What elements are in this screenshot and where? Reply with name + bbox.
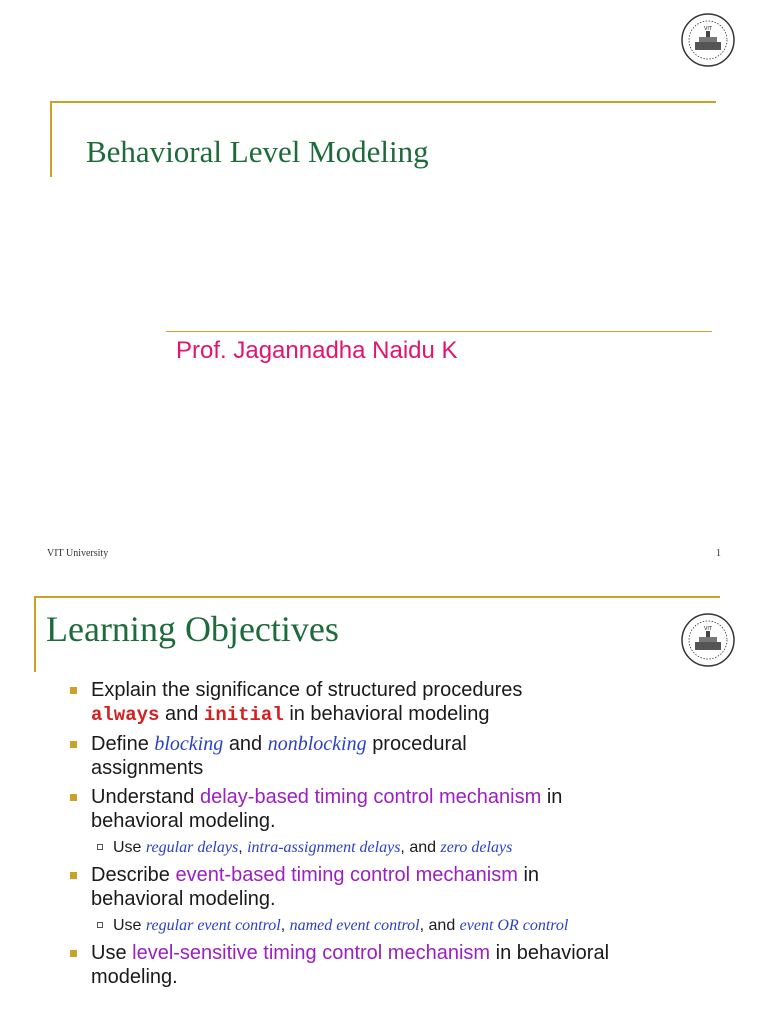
author-name: Prof. Jagannadha Naidu K	[176, 337, 458, 364]
objective-prefix: Understand	[91, 786, 195, 808]
highlight-delay-based: delay-based timing control mechanism	[199, 786, 542, 808]
presentation-title: Behavioral Level Modeling	[86, 134, 429, 169]
objective-item-3	[0, 785, 631, 833]
term-zero-delays: zero delays	[440, 839, 513, 856]
vit-seal-icon	[680, 12, 736, 68]
objective-item-5	[0, 941, 611, 989]
objectives-rule-top	[34, 596, 720, 598]
objective-text: Explain the significance of structured procedures	[91, 679, 523, 701]
conjunction: and	[164, 703, 199, 725]
seal-text-2: VIT	[704, 626, 712, 632]
bullet-icon	[70, 794, 77, 801]
sub-item-event-control	[0, 916, 603, 935]
title-rule-top	[50, 101, 716, 103]
bullet-icon	[70, 950, 77, 957]
term-regular-delays: regular delays	[145, 839, 239, 856]
page-number: 1	[716, 548, 721, 559]
objective-rest: in behavioral modeling.	[91, 942, 610, 988]
footer-institution: VIT University	[47, 548, 109, 559]
bullet-icon	[70, 687, 77, 694]
seal-text: VIT	[704, 26, 712, 32]
code-always: always	[91, 704, 160, 726]
conjunction: and	[228, 733, 263, 755]
term-nonblocking: nonblocking	[267, 733, 367, 755]
slide-2	[0, 578, 768, 1024]
code-initial: initial	[203, 704, 284, 726]
separator: ,	[238, 839, 243, 856]
objective-item-1	[0, 678, 700, 727]
title-rule-left	[50, 101, 52, 177]
sub-bullet-icon	[97, 922, 103, 928]
author-rule	[166, 331, 712, 332]
highlight-level-sensitive: level-sensitive timing control mechanism	[132, 942, 491, 964]
objective-prefix: Use	[91, 942, 127, 964]
objective-rest: in behavioral modeling	[289, 703, 490, 725]
highlight-event-based: event-based timing control mechanism	[175, 864, 518, 886]
term-regular-event-control: regular event control	[145, 917, 281, 934]
objective-prefix: Define	[91, 733, 149, 755]
sub-prefix: Use	[113, 917, 142, 934]
objective-rest: in behavioral modeling.	[91, 786, 563, 832]
conjunction: , and	[400, 839, 437, 856]
sub-item-delays	[0, 838, 603, 857]
term-named-event-control: named event control	[289, 917, 420, 934]
objective-item-4	[0, 863, 611, 911]
sub-prefix: Use	[113, 839, 142, 856]
term-blocking: blocking	[154, 733, 224, 755]
conjunction: , and	[419, 917, 456, 934]
objective-rest: procedural assignments	[91, 733, 467, 779]
objective-item-2	[0, 732, 531, 780]
bullet-icon	[70, 741, 77, 748]
bullet-icon	[70, 872, 77, 879]
sub-bullet-icon	[97, 844, 103, 850]
objective-prefix: Describe	[91, 864, 170, 886]
objectives-title: Learning Objectives	[46, 609, 339, 649]
term-intra-assignment-delays: intra-assignment delays	[247, 839, 401, 856]
objectives-list	[0, 678, 700, 994]
term-event-or-control: event OR control	[459, 917, 569, 934]
vit-seal-icon-2	[680, 612, 736, 668]
separator: ,	[280, 917, 286, 934]
objectives-rule-left	[34, 596, 36, 672]
objective-rest: in behavioral modeling.	[91, 864, 540, 910]
